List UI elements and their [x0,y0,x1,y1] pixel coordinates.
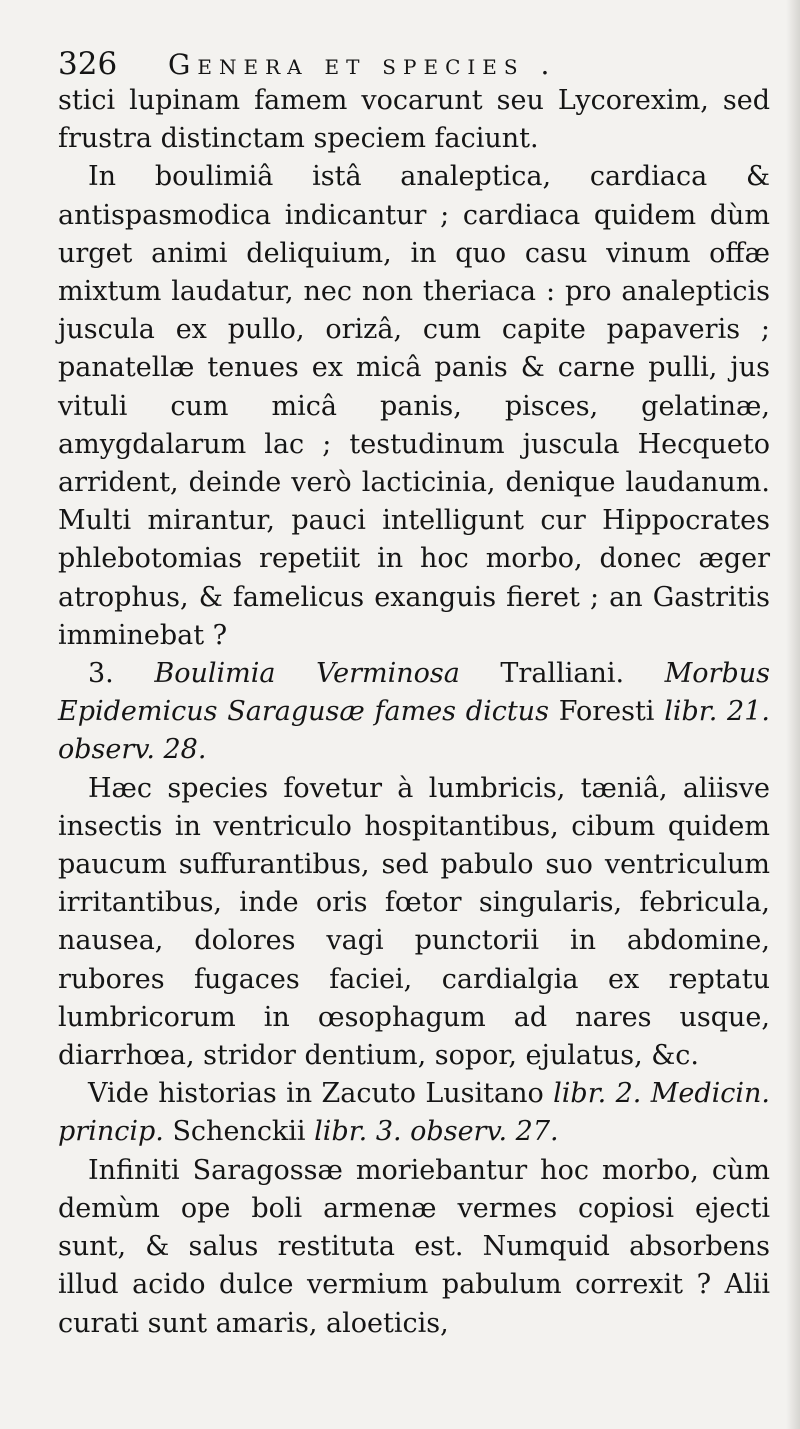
paragraph-boulimia-verminosa-heading [58,655,770,770]
paragraph-boulimia-treatment: In boulimiâ istâ analeptica, cardiaca & antispasmodica indicantur ; cardiaca quidem dùm urget animi deliquium, in quo casu vinum offæ mixtum laudatur, nec non theriaca : pro analepticis juscula ex pullo, orizâ, cum capite papaveris ; panatellæ tenues ex micâ panis & carne pulli, jus vituli cum micâ panis, pisces, gelatinæ, amygdalarum lac ; testudinum juscula Hecqueto arrident, deinde verò lacticinia, denique laudanum. Multi mirantur, pauci intelligunt cur Hippocrates phlebotomias repetiit in hoc morbo, donec æger atrophus, & famelicus exanguis fieret ; an Gastritis imminebat ? [58,161,770,651]
disease-name: Boulimia Verminosa [154,658,460,690]
paragraph-species-description: Hæc species fovetur à lumbricis, tæniâ, aliisve insectis in ventriculo hospitantibus, cibum quidem paucum suffurantibus, sed pabulo suo ventriculum irritantibus, inde oris fœtor singularis, febricula, nausea, dolores vagi punctorii in abdomine, rubores fugaces faciei, cardialgia ex reptatu lumbricorum in œsophagum ad nares usque, diarrhœa, stridor dentium, sopor, ejulatus, &c. [58,772,770,1072]
section-number: 3. [88,658,114,690]
disease-source: Foresti [558,696,655,728]
body-text [58,82,770,1343]
paragraph-saragossa-cases: Infiniti Saragossæ moriebantur hoc morbo, cùm demùm ope boli armenæ vermes copiosi ejecti sunt, & salus restituta est. Numquid absorbens illud acido dulce vermium pabulum correxit ? Alii curati sunt amaris, aloeticis, [58,1154,770,1339]
running-title: Genera et species . [168,48,557,81]
reference-citation-2: libr. 3. observ. 27. [314,1116,559,1148]
reference-text-1: Vide historias in Zacuto Lusitano [88,1078,544,1110]
paragraph-references [58,1075,770,1151]
page-edge-shadow [786,0,800,1429]
reference-text-2: Schenckii [172,1116,306,1148]
disease-reference: libr. 21. observ. 28. [58,696,770,766]
disease-alt-name: Morbus Epidemicus Saragusæ fames dictus [58,658,770,728]
reference-citation-1: libr. 2. Medicin. princip. [58,1078,770,1148]
disease-author: Tralliani. [500,658,625,690]
paragraph-continuation: stici lupinam famem vocarunt seu Lycorexim, sed frustra distinctam speciem faciunt. [58,85,770,155]
page-number: 326 [58,46,118,82]
